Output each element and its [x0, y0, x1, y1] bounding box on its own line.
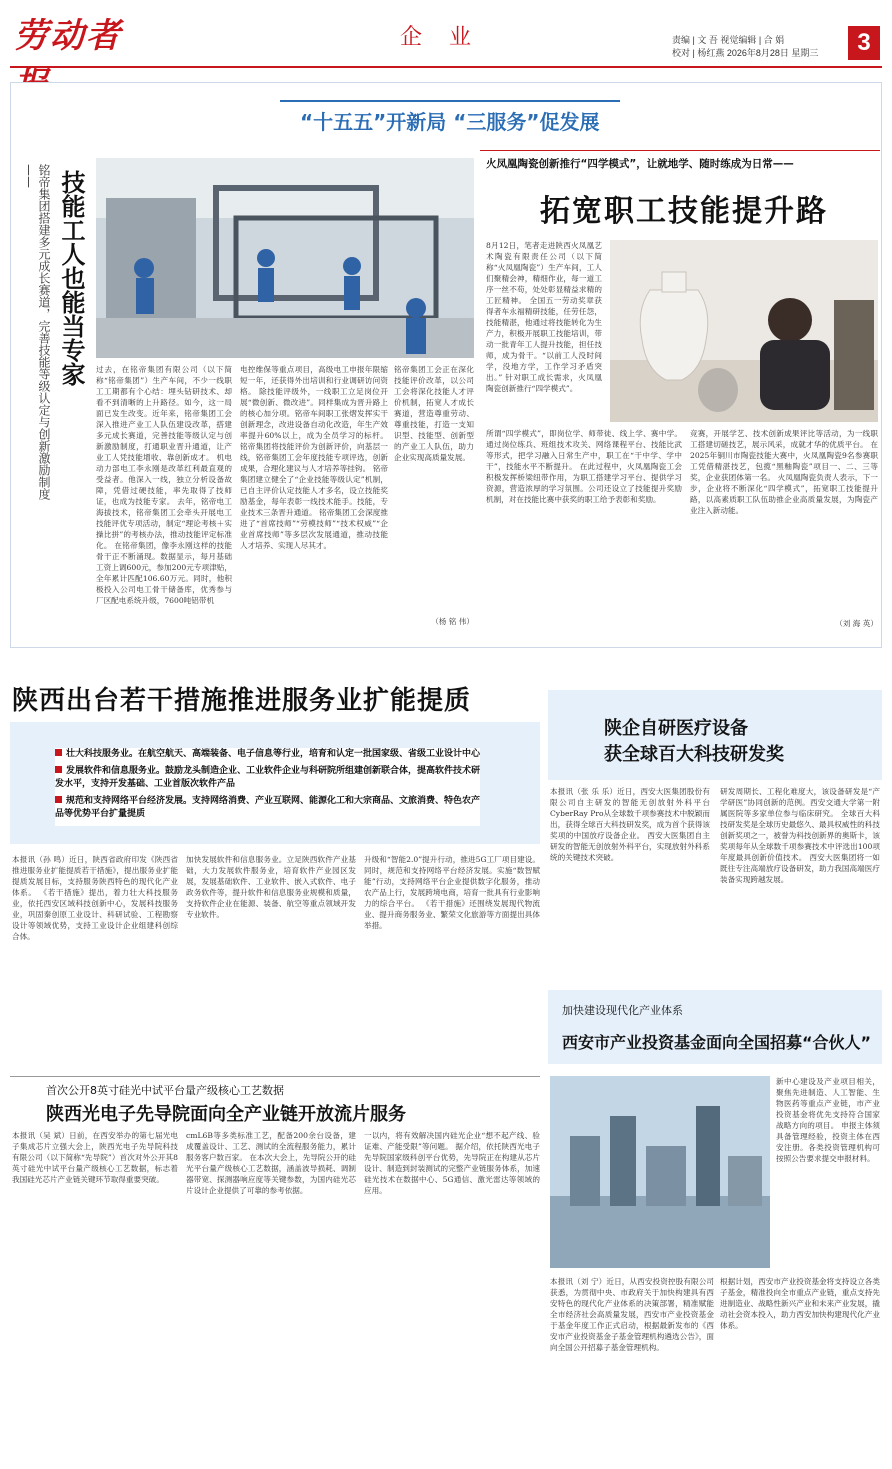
story4-col1: 本报讯（张 乐 乐）近日，西安大医集团股份有限公司自主研发的智能无创放射外科平台CyberRay Pro从全球数千项参赛技术中脱颖而出，获得全球百大科技研发奖，成为首个获得该奖项的中国放疗设备企业。 西安大医集团自主研发的智能无创放射外科平台，实现放射外科系统的关键技术突破。 — [550, 787, 710, 862]
page-meta — [672, 34, 844, 60]
story5-col2: cmL6B等多类标准工艺，配备200余台设备，建成覆盖设计、工艺、测试的全流程服务能力，累计服务客户数百家。 在本次大会上，先导院公开的硅光平台量产级核心工艺数据，涵盖波导损耗、调制器带宽、探测器响应度等关键参数，为国内硅光芯片设计企业提供了可靠的参考依据。 — [186, 1131, 356, 1195]
story4-col2: 研发周期长、工程化难度大，该设备研发是“产学研医”协同创新的范例。西安交通大学第一附属医院等多家单位参与临床研究。 全球百大科技研发奖是全球历史最悠久、最具权威性的科技创新奖项之一，被誉为科技创新界的奥斯卡，该奖项每年从全球数千项参赛技术中评选出100项年度最具创新价值技术。 西安大医集团将一如既往专注高端放疗设备研发，助力我国高端医疗装备实现跨越发展。 — [720, 787, 880, 884]
story1-col2: 电控维保等重点项目，高级电工申报年限缩短一年，还获得外出培训和行业调研访问资格。 除技能评级外，一线职工立足岗位开展“微创新、微改进”。同样集成为晋升路上的核心加分项。铭帝车间职工张熠发挥实干创新理念，改进设备自动化改造，年生产效率提升60%以上，成为全员学习的标杆。 铭帝集团将技能评价为创新评价，向基层一线，铭帝集团工会年度技能专项评选，创新成果，合理化建议与人才培养等挂钩。 铭帝集团建立健全了“企业技能等级认定”机制，已自主评价认定技能人才多名，设立技能奖励基金，每年表彰一线技术能手。技能，专业技术三条晋升通道。 铭帝集团工会深度推进了“首席技师”“劳模技师”“技术权威”“企业首席技师”等多层次发展通道，推动技能人才培养、实现人尽其才。 — [240, 365, 388, 550]
story4-headline-1: 陕企自研医疗设备 — [604, 718, 748, 739]
masthead-logo: 劳动者 — [14, 16, 122, 56]
story2-kicker: 火凤凰陶瓷创新推行“四学模式”，让就地学、随时练成为日常—— — [486, 158, 794, 170]
story2-col1: 8月12日，笔者走进陕西火凤凰艺术陶瓷有限责任公司（以下简称“火凤凰陶瓷”）生产车间，工人们聚精会神，精细作业，每一道工序一丝不苟，处处彰显精益求精的工匠精神。 全国五一劳动奖章获得者车永福精研技能，任劳任怨，技能精湛，他通过将技能转化为生产力，积极开展职工技能培训，带动一批青年工人提升技能，担任技师，成为骨干。“以前工人没时间学，没地方学，工作学习矛盾突出。” 针对职工成长需求，火凤凰陶瓷创新推行“四学模式”。 — [486, 241, 602, 393]
story4-headline-2: 获全球百大科技研发奖 — [604, 744, 784, 765]
story3-col2: 加快发展软件和信息服务业。立足陕西软件产业基础，大力发展软件服务业，培育软件产业园区发展，发展基础软件、工业软件、嵌入式软件、电子政务软件等，提升软件和信息服务业规模和质量，支持软件企业在能源、装备、航空等重点领域开发专业软件。 — [186, 855, 356, 919]
bullet-square-icon — [55, 749, 62, 756]
story2-byline: （刘 海 英） — [835, 619, 878, 628]
section-title: 企 业 — [400, 25, 481, 50]
story1-col1: 过去，在铭帝集团有限公司（以下简称“铭帝集团”）生产车间，不少一线职工工期都有个心结：埋头钻研技术、却看不到清晰的上升路径。如今，这一局面已发生改变。近年来，铭帝集团工会深入推进产业工人队伍建设改革，搭建多元成长赛道，完善技能等级认定与创新激励制度，打通职业晋升通道，让产业工人凭技能增收、靠创新成才。 机电动力部电工李永刚是改革红利最直观的受益者。他深入一线，独立分析设备故障，凭借过硬技能，率先取得了技师证，也成为技能专家。 去年，铭帝电工海拔技术，铭帝集团工会牵头开展电工技能评优专项活动，制定“理论考核＋实操比拼”的考核办法，推动技能评定标准化。 在铭帝集团，像李永刚这样的技能骨干正不断涌现。数据显示，每月基础工资上调600元，参加200元专项津贴，全年累计匹配106.60万元。同时，他积极投入公司电工骨干储备库，优秀参与厂区配电系统升级，7600吨铝带机 — [96, 365, 232, 605]
story1-byline: （杨 铭 伟） — [431, 617, 474, 626]
story2-col2: 所谓“四学模式”，即岗位学、师带徒、线上学、赛中学。通过岗位练兵、班组技术攻关、网络课程平台、技能比武等形式，把学习融入日常生产中，职工在“干中学、学中干”，技能水平不断提升。 在此过程中，火凤凰陶瓷工会积极发挥桥梁纽带作用，为职工搭建学习平台、提供学习资源，营造浓厚的学习氛围。公司还设立了技能提升奖励机制，对在技能比赛中获奖的职工给予表彰和奖励。 — [486, 429, 682, 504]
story6-headline: 西安市产业投资基金面向全国招募“合伙人” — [562, 1033, 872, 1052]
city-photo-icon — [550, 1076, 770, 1268]
ceramics-photo-icon — [610, 240, 878, 422]
story2-rule — [480, 150, 880, 151]
story3-col3: 升级和“智能2.0”提升行动，推进5G工厂项目建设。 同时，规范和支持网络平台经济发展。实施“数智赋能”行动，支持网络平台企业提供数字化服务，推动农产品上行，发展跨境电商，培育一批具有行业影响力的综合平台。 《若干措施》还围绕发展现代物流业、提升商务服务业、繁荣文化旅游等方面提出具体举措。 — [364, 855, 540, 930]
bullet-square-icon — [55, 796, 62, 803]
story5-headline: 陕西光电子先导院面向全产业链开放流片服务 — [46, 1104, 406, 1125]
story5-kicker: 首次公开8英寸硅光中试平台量产级核心工艺数据 — [46, 1084, 284, 1097]
story1-photo — [96, 158, 474, 358]
story1-col3: 铭帝集团工会正在深化技能评价改革，以公司工会将深化技能人才评价机制，拓宽人才成长赛道，营造尊重劳动、尊重技能，打造一支知识型、技能型、创新型的产业工人队伍，助力企业实现高质量发展。 — [394, 365, 474, 462]
story5-col3: 一以内，将有效解决国内硅光企业“想不起产线、验证难、产能受限”等问题。 据介绍，依托陕西光电子先导院国家级科创平台优势，先导院正在构建从芯片设计、制造到封装测试的完整产业链服务体系，加速硅光技术在数据中心、5G通信、激光雷达等领域的应用。 — [364, 1131, 540, 1195]
feature-banner: “十五五”开新局 “三服务”促发展 — [300, 110, 600, 134]
story2-headline: 拓宽职工技能提升路 — [540, 194, 828, 229]
story3-headline: 陕西出台若干措施推进服务业扩能提质 — [12, 686, 472, 716]
story3-bullets — [55, 748, 480, 826]
meta-editors: 责编 | 文 吾 视觉编辑 | 合 娟 — [672, 35, 785, 45]
story2-col3: 竞赛，开展学艺、技术创新成果评比等活动，为一线职工搭建切磋技艺，展示风采，成就才华的优质平台。 在2025年铜川市陶瓷技能大赛中，火凤凰陶瓷9名参赛职工凭借精湛技艺，包揽“黑釉陶瓷”项目一、二、三等奖，企业获团体第一名。 火凤凰陶瓷负责人表示，下一步，企业将不断深化“四学模式”，拓宽职工技能提升路，以高素质职工队伍助推企业高质量发展，为陶瓷产业注入新动能。 — [690, 429, 878, 515]
story1-headline-block — [20, 150, 88, 510]
story5-rule — [10, 1076, 540, 1077]
banner-rule — [280, 100, 620, 102]
story6-col1: 本报讯（刘 宁）近日，从西安投资控股有限公司获悉，为贯彻中央、市政府关于加快构建具有西安特色的现代化产业体系的决策部署，精准赋能全市经济社会高质量发展，西安市产业投资基金于基金年度工作正式启动，根据最新发布的《西安市产业投资基金子基金管理机构遴选公告》，面向全国公开招募子基金管理机构。 — [550, 1277, 714, 1352]
masthead-rule — [10, 66, 882, 68]
bullet-item: 壮大科技服务业。在航空航天、高端装备、电子信息等行业，培育和认定一批国家级、省级工业设计中心 — [55, 748, 480, 761]
meta-date: 校对 | 杨红燕 2026年8月28日 星期三 — [672, 48, 819, 58]
story6-col2: 根据计划，西安市产业投资基金将支持设立各类子基金，精准投向全市重点产业链，重点支持先进制造业、战略性新兴产业和未来产业发展，撬动社会资本投入，助力西安加快构建现代化产业体系。 — [720, 1277, 880, 1330]
factory-photo-icon — [96, 158, 474, 358]
bullet-item: 发展软件和信息服务业。鼓励龙头制造企业、工业软件企业与科研院所组建创新联合体，提高软件技术研发水平，支持开发基础、工业首版次软件产品 — [55, 766, 481, 789]
page-number: 3 — [848, 26, 880, 60]
story3-col1: 本报讯（孙 鸣）近日，陕西省政府印发《陕西省推进服务业扩能提质若干措施》，提出服务业扩能提质发展目标，支持服务陕西特色的现代化产业体系。 《若干措施》提出，着力壮大科技服务业，依托西安区域科技创新中心，发展科技服务业，巩固秦创原工业设计、科研试验、工程勘察设计等领域优势，支持工业设计企业组建科创综合体。 — [12, 855, 178, 941]
bullet-square-icon — [55, 766, 62, 773]
story6-photo — [550, 1076, 770, 1268]
story6-col3: 新中心建设及产业项目相关，聚焦先进制造、人工智能、生物医药等重点产业链，市产业投资基金将优先支持符合国家战略方向的项目。 申报主体须具备管理经验，投资主体在西安注册。各类投资管理机构可按照公告要求提交申报材料。 — [776, 1077, 880, 1163]
bullet-item: 规范和支持网络平台经济发展。支持网络消费、产业互联网、能源化工和大宗商品、文旅消费、特色农产品等优势平台扩量提质 — [55, 796, 481, 819]
story6-kicker: 加快建设现代化产业体系 — [562, 1004, 683, 1017]
story5-col1: 本报讯（吴 斌）日前，在西安举办的第七届光电子集成芯片立强大会上，陕西光电子先导院科技有限公司（以下简称“先导院”）首次对外公开其8英寸硅光中试平台量产级核心工艺数据，标志着我国硅光芯片产业链关键环节取得重要突破。 — [12, 1131, 178, 1184]
story1-subhead: 铭帝集团搭建多元成长赛道，完善技能等级认定与创新激励制度—— — [22, 164, 51, 500]
story2-photo — [610, 240, 878, 422]
story1-headline: 技能工人也能当专家 — [57, 170, 85, 386]
